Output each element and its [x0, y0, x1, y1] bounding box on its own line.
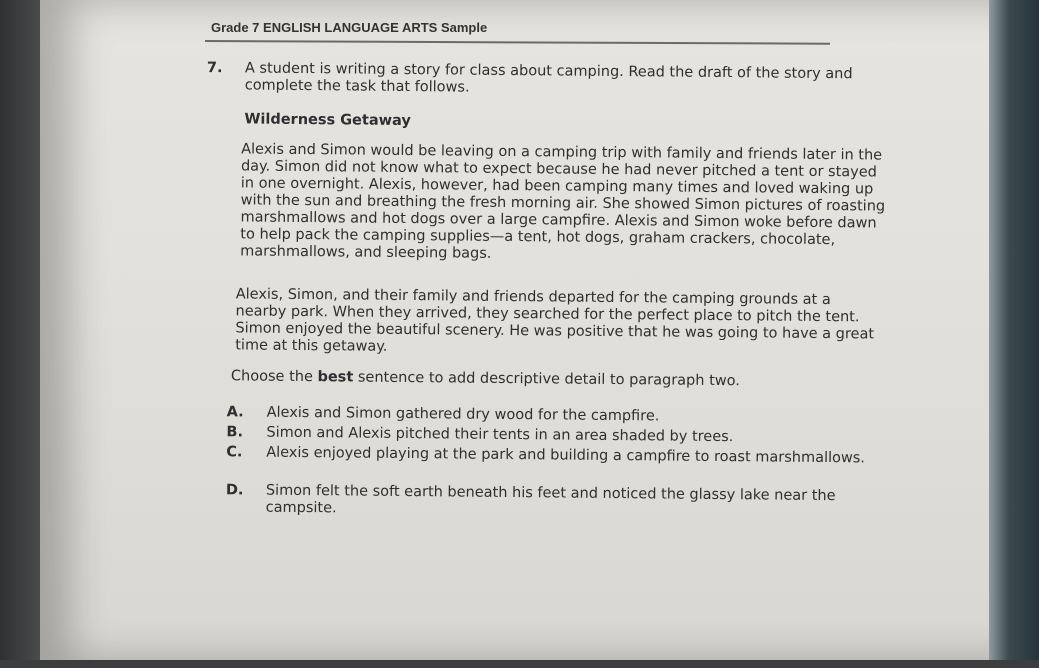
task-instruction [231, 368, 740, 390]
story-title: Wilderness Getaway [244, 111, 411, 130]
instruction-emphasis: best [317, 369, 354, 386]
choice-text: Alexis and Simon gathered dry wood for the campfire. [266, 404, 660, 425]
choice-label: D. [225, 482, 244, 499]
choice-text: Simon felt the soft earth beneath his feet and noticed the glassy lake near the campsite. [265, 482, 836, 517]
answer-choice-a[interactable] [226, 404, 887, 425]
story-paragraph-1: Alexis and Simon would be leaving on a camping trip with family and friends later in the day. Simon did not know what to expect because he had never pitched a tent or stayed in one overnight. Alexis, however, had been camping many times and loved waking up with the sun and breathing the fresh morning air. She showed Simon pictures of roasting marshmallows and hot dogs over a large campfire. Alexis and Simon woke before dawn to help pack the camping supplies—a tent, hot dogs, graham crackers, chocolate, marshmallows, and sleeping bags. [240, 141, 886, 262]
choice-label: A. [226, 404, 244, 421]
question-number: 7. [206, 60, 223, 77]
instruction-text-before: Choose the [230, 368, 318, 386]
instruction-text-after: sentence to add descriptive detail to paragraph two. [353, 369, 740, 390]
choice-text: Simon and Alexis pitched their tents in an area shaded by trees. [266, 424, 734, 446]
choice-label: C. [226, 444, 243, 461]
choice-text: Alexis enjoyed playing at the park and building a campfire to roast marshmallows. [266, 444, 866, 467]
question-prompt: A student is writing a story for class about camping. Read the draft of the story and complete the task that follows. [244, 60, 853, 96]
answer-choice-d[interactable] [225, 482, 886, 517]
page-header: Grade 7 ENGLISH LANGUAGE ARTS Sample [211, 20, 488, 35]
story-paragraph-2: Alexis, Simon, and their family and friends departed for the camping grounds at a nearby park. When they arrived, they searched for the perfect place to pitch the tent. Simon enjoyed the beautiful scenery. He was positive that he was going to have a great time at this getaway. [235, 286, 875, 355]
choice-label: B. [226, 424, 244, 441]
